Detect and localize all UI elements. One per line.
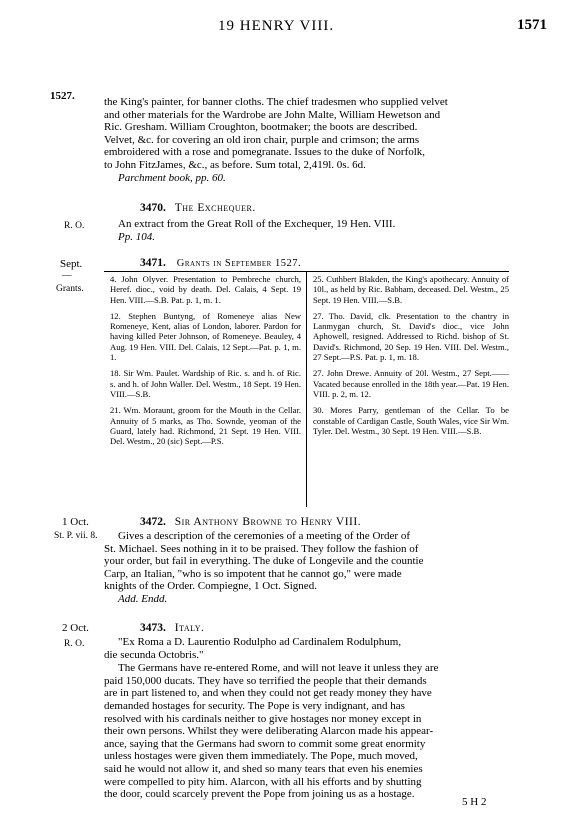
entry-3470-text xyxy=(104,218,509,243)
grants-right-column xyxy=(313,274,509,442)
entry-title: Sir Anthony Browne to Henry VIII. xyxy=(174,516,362,528)
grant-item: 30. Mores Parry, gentleman of the Cellar. To be constable of Cardigan Castle, South Wales, vice Sir Wm. Tyler. Del. Westm., 30 Sept. 19 Hen. VIII.—S.B. xyxy=(313,405,509,436)
grant-item: 25. Cuthbert Blakden, the King's apothecary. Annuity of 10l., as held by Ric. Babham, deceased. Del. Westm., 25 Sept. 19 Hen. VIII.—S.B. xyxy=(313,274,509,305)
grant-item: 18. Sir Wm. Paulet. Wardship of Ric. s. and h. of Ric. s. and h. of John Waller. Del. Westm., 18 Sept. 19 Hen. VIII.—S.B. xyxy=(110,368,301,399)
entry-3473-heading xyxy=(140,622,204,634)
continuation-text xyxy=(104,96,509,184)
text-line: resolved with his cardinals neither to give hostages nor money except in xyxy=(104,712,422,725)
text-line: Carp, an Italian, "who is so impotent that he cannot go," were made xyxy=(104,567,402,580)
margin-dash: — xyxy=(62,271,72,281)
text-line: unless hostages were given them immediately. The Pope, much moved, xyxy=(104,750,418,763)
text-line: Velvet, &c. for covering an old iron chair, purple and crimson; the arms xyxy=(104,133,420,146)
grant-item: 27. Tho. David, clk. Presentation to the chantry in Lanmygan church, St. David's dioc., vice John Aphowell, resigned. Addressed to Richd. bishop of St. David's. Richmond, 20 Sep. 19 Hen. VIII. Del. Westm., 27 Sept.—P.S. Pat. p. 1, m. 18. xyxy=(313,310,509,363)
entry-number: 3470. xyxy=(140,202,166,214)
grant-item: 21. Wm. Moraunt, groom for the Mouth in the Cellar. Annuity of 5 marks, as Tho. Sownde, yeoman of the Guard, lately had. Richmond, 21 Sept. 19 Hen. VIII. Del. Westm., 20 (sic) Sept.—P.S. xyxy=(110,405,301,447)
entry-title: Grants in September 1527. xyxy=(176,258,302,269)
text-line: their own persons. Whilst they were deliberating Alarcon made his appear- xyxy=(104,725,434,738)
text-line: embroidered with a rose and pomegranate. Issues to the duke of Norfolk, xyxy=(104,146,426,159)
margin-source: R. O. xyxy=(64,221,85,231)
entry-number: 3471. xyxy=(140,257,166,269)
entry-3473-text xyxy=(104,636,509,801)
text-line: Ric. Gresham. William Croughton, bootmaker; the boots are described. xyxy=(104,121,418,134)
margin-category: Grants. xyxy=(56,284,84,294)
entry-3471-heading xyxy=(140,257,301,269)
grant-item: 4. John Olyver. Presentation to Pembreche church, Heref. dioc., void by death. Del. Calais, 4 Sept. 19 Hen. VIII.—S.B. Pat. p. 1, m. 1. xyxy=(110,274,301,305)
grant-item: 27. John Drewe. Annuity of 20l. Westm., 27 Sept.——Vacated because enrolled in the 18th year.—Pat. 19 Hen. VIII. p. 2, m. 12. xyxy=(313,368,509,399)
running-title: 19 HENRY VIII. xyxy=(218,18,335,34)
text-line: and other materials for the Wardrobe are John Malte, William Hewetson and xyxy=(104,108,441,121)
text-line: said he would not allow it, and shed so many tears that even his enemies xyxy=(104,762,423,775)
signature-mark: 5 H 2 xyxy=(462,796,487,808)
grants-column-rule xyxy=(306,271,307,507)
quote-line: "Ex Roma a D. Laurentio Rodulpho ad Cardinalem Rodulphum, xyxy=(118,636,402,648)
text-line: paid 150,000 ducats. They have so terrified the people that their demands xyxy=(104,674,427,687)
text-line: to John FitzJames, &c., as before. Sum total, 2,419l. 0s. 6d. xyxy=(104,158,366,171)
entry-title: The Exchequer. xyxy=(174,202,256,214)
text-line: The Germans have re-entered Rome, and will not leave it unless they are xyxy=(118,662,439,675)
text-line: knights of the Order. Compiegne, 1 Oct. Signed. xyxy=(104,580,317,593)
text-line: demanded hostages for security. The Pope is very indignant, and has xyxy=(104,699,405,712)
text-line: the door, could scarcely prevent the Pope from joining us as a hostage. xyxy=(104,788,415,801)
entry-3472-heading xyxy=(140,516,361,528)
text-line: St. Michael. Sees nothing in it to be praised. They follow the fashion of xyxy=(104,542,419,555)
text-line: ance, saying that the Germans had sworn to commit some great enormity xyxy=(104,737,426,750)
margin-source: R. O. xyxy=(64,639,85,649)
text-line: An extract from the Great Roll of the Exchequer, 19 Hen. VIII. xyxy=(118,218,396,230)
text-line: Gives a description of the ceremonies of a meeting of the Order of xyxy=(118,530,411,542)
source-note: Pp. 104. xyxy=(118,230,155,243)
margin-month: Sept. xyxy=(60,258,83,270)
quote-line: die secunda Octobris." xyxy=(104,648,204,661)
year-margin: 1527. xyxy=(50,90,75,102)
entry-title: Italy. xyxy=(174,622,205,634)
text-line: are in part listened to, and when they could not get ready money they have xyxy=(104,687,432,700)
entry-3472-date: 1 Oct. xyxy=(62,516,89,528)
entry-3473-date: 2 Oct. xyxy=(62,622,89,634)
text-line: the King's painter, for banner cloths. The chief tradesmen who supplied velvet xyxy=(104,96,448,108)
source-note: Parchment book, pp. 60. xyxy=(118,171,226,184)
entry-3472-text xyxy=(104,530,509,606)
entry-number: 3472. xyxy=(140,516,166,528)
page-number: 1571 xyxy=(517,17,547,33)
entry-3470-heading xyxy=(140,202,256,214)
grants-left-column xyxy=(110,274,301,452)
grant-item: 12. Stephen Buntyng, of Romeneye alias New Romeneye, Kent, alias of London, laborer. Pardon for having killed Peter Johnson, of Romeneye. Beauley, 4 Aug. 19 Hen. VIII. Del. Calais, 12 Sept.—Pat. p. 1, m. 1. xyxy=(110,310,301,363)
text-line: were compelled to pity him. Alarcon, with all his efforts and by shutting xyxy=(104,775,422,788)
margin-source: St. P. vii. 8. xyxy=(54,531,98,541)
entry-number: 3473. xyxy=(140,622,166,634)
text-line: your order, but fail in everything. The duke of Longevile and the countie xyxy=(104,555,424,568)
source-note: Add. Endd. xyxy=(118,592,168,605)
